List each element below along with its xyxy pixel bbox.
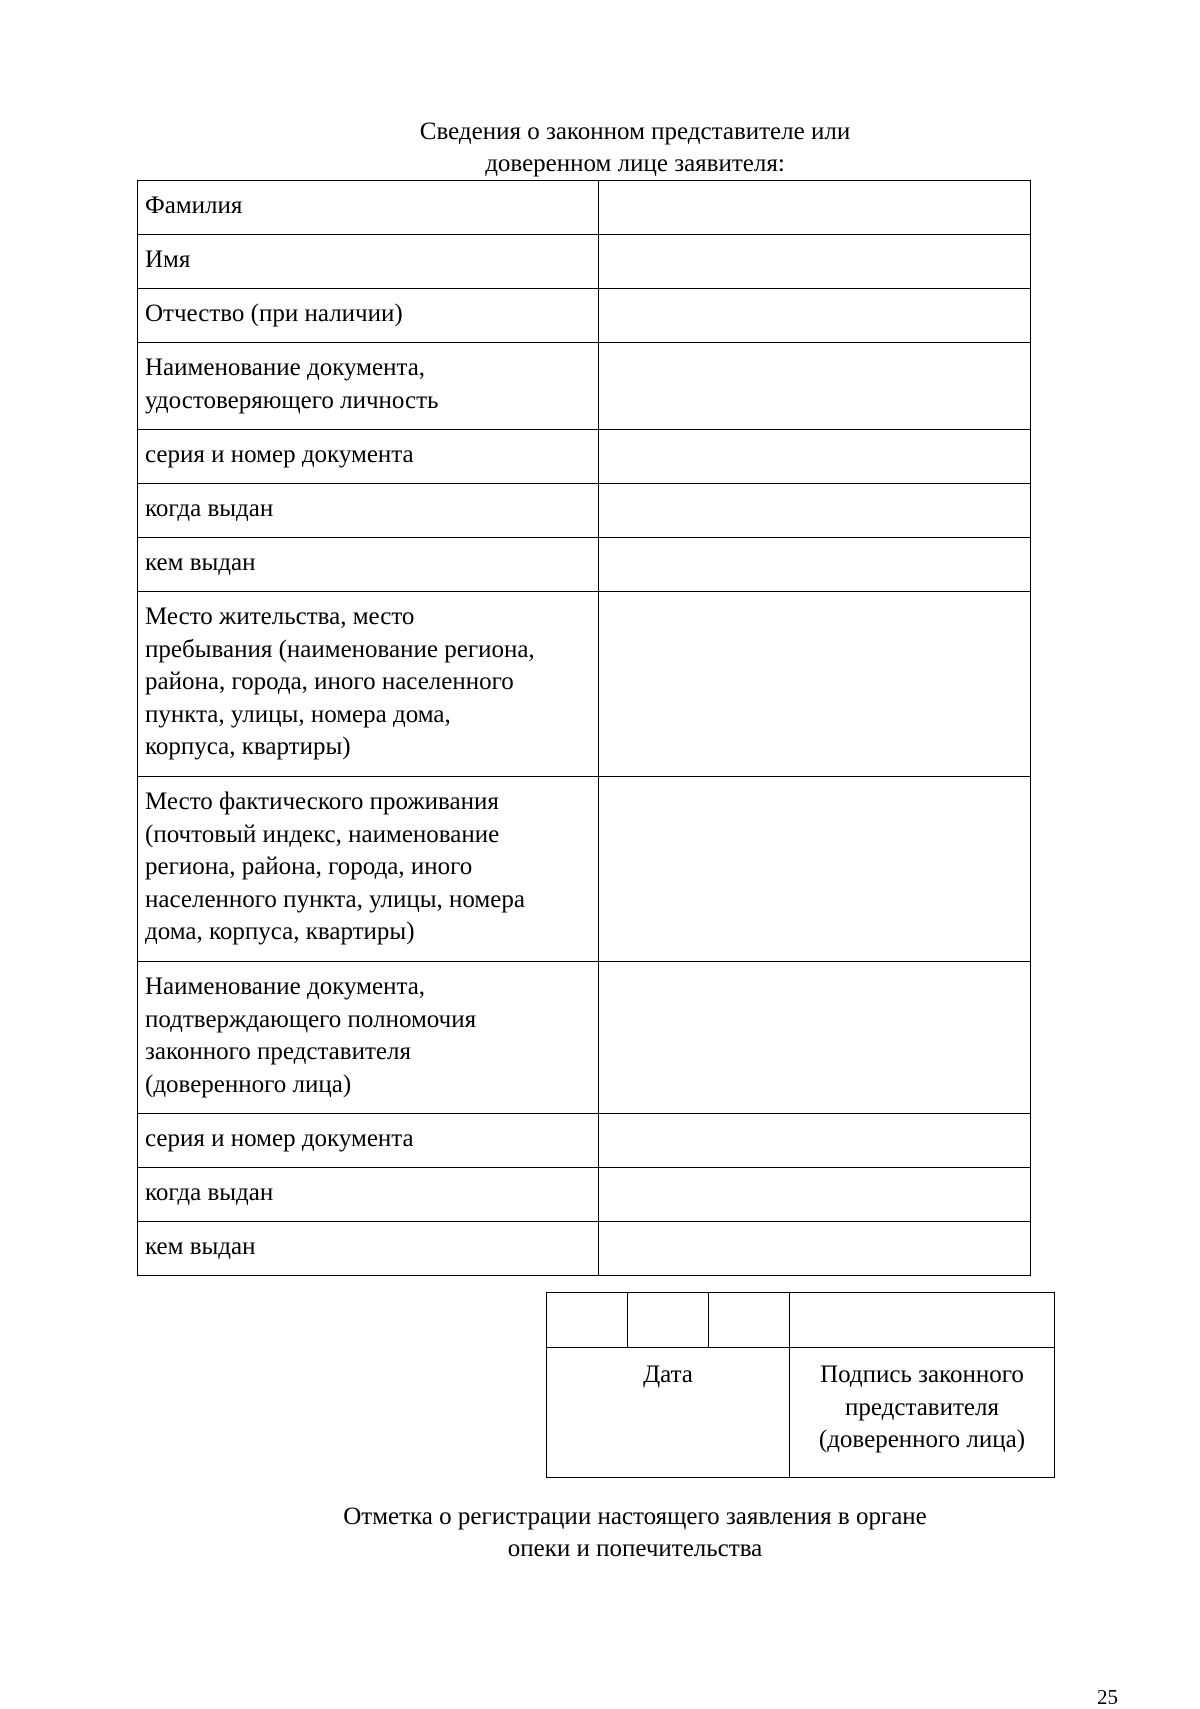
registration-note-line-1: Отметка о регистрации настоящего заявления в органе <box>343 1503 927 1530</box>
field-label-id-document-number: серия и номер документа <box>138 430 599 484</box>
field-label-authority-issue-date: когда выдан <box>138 1168 599 1222</box>
field-value-patronymic[interactable] <box>599 289 1031 343</box>
date-signature-boxes-row <box>547 1293 1055 1348</box>
field-label-id-issue-date: когда выдан <box>138 484 599 538</box>
field-label-actual-address: Место фактического проживания (почтовый индекс, наименование региона, района, города, иного населенного пункта, улицы, номера дома, корпуса, квартиры) <box>138 777 599 962</box>
field-value-authority-document-number[interactable] <box>599 1114 1031 1168</box>
field-label-patronymic: Отчество (при наличии) <box>138 289 599 343</box>
field-value-actual-address[interactable] <box>599 777 1031 962</box>
field-label-name: Имя <box>138 235 599 289</box>
field-value-id-issue-date[interactable] <box>599 484 1031 538</box>
date-day-box[interactable] <box>547 1293 628 1348</box>
field-label-authority-issued-by: кем выдан <box>138 1222 599 1276</box>
field-label-authority-document-number: серия и номер документа <box>138 1114 599 1168</box>
table-row <box>138 777 1031 962</box>
field-value-id-document-number[interactable] <box>599 430 1031 484</box>
registration-note-line-2: опеки и попечительства <box>507 1535 763 1562</box>
date-month-box[interactable] <box>628 1293 709 1348</box>
date-signature-table <box>546 1292 1055 1478</box>
date-signature-captions-row <box>547 1348 1055 1478</box>
form-section-title-line-1: Сведения о законном представителе или <box>419 118 851 145</box>
date-caption: Дата <box>643 1361 693 1388</box>
field-value-surname[interactable] <box>599 181 1031 235</box>
table-row <box>138 235 1031 289</box>
field-value-registered-address[interactable] <box>599 592 1031 777</box>
table-row <box>138 484 1031 538</box>
signature-caption-cell <box>790 1348 1055 1478</box>
table-row <box>138 1222 1031 1276</box>
table-row <box>138 1168 1031 1222</box>
table-row <box>138 592 1031 777</box>
field-label-surname: Фамилия <box>138 181 599 235</box>
field-label-id-issued-by: кем выдан <box>138 538 599 592</box>
registration-note <box>0 1501 1200 1565</box>
field-label-id-document-name: Наименование документа, удостоверяющего личность <box>138 343 599 430</box>
field-value-authority-document-name[interactable] <box>599 962 1031 1114</box>
field-value-id-issued-by[interactable] <box>599 538 1031 592</box>
table-row <box>138 430 1031 484</box>
field-value-authority-issued-by[interactable] <box>599 1222 1031 1276</box>
field-label-registered-address: Место жительства, место пребывания (наименование региона, района, города, иного населенного пункта, улицы, номера дома, корпуса, квартиры) <box>138 592 599 777</box>
field-value-authority-issue-date[interactable] <box>599 1168 1031 1222</box>
field-value-name[interactable] <box>599 235 1031 289</box>
signature-caption: Подпись законного представителя (доверенного лица) <box>818 1361 1026 1453</box>
table-row <box>138 962 1031 1114</box>
table-row <box>138 289 1031 343</box>
date-caption-cell <box>547 1348 790 1478</box>
table-row <box>138 538 1031 592</box>
table-row <box>138 343 1031 430</box>
representative-info-table <box>137 180 1031 1276</box>
form-section-title-line-2: доверенном лице заявителя: <box>485 150 785 177</box>
date-year-box[interactable] <box>709 1293 790 1348</box>
form-section-title <box>0 116 1200 180</box>
field-value-id-document-name[interactable] <box>599 343 1031 430</box>
page-number: 25 <box>1097 1685 1118 1709</box>
table-row <box>138 1114 1031 1168</box>
table-row <box>138 181 1031 235</box>
signature-box[interactable] <box>790 1293 1055 1348</box>
field-label-authority-document-name: Наименование документа, подтверждающего полномочия законного представителя (доверенного лица) <box>138 962 599 1114</box>
